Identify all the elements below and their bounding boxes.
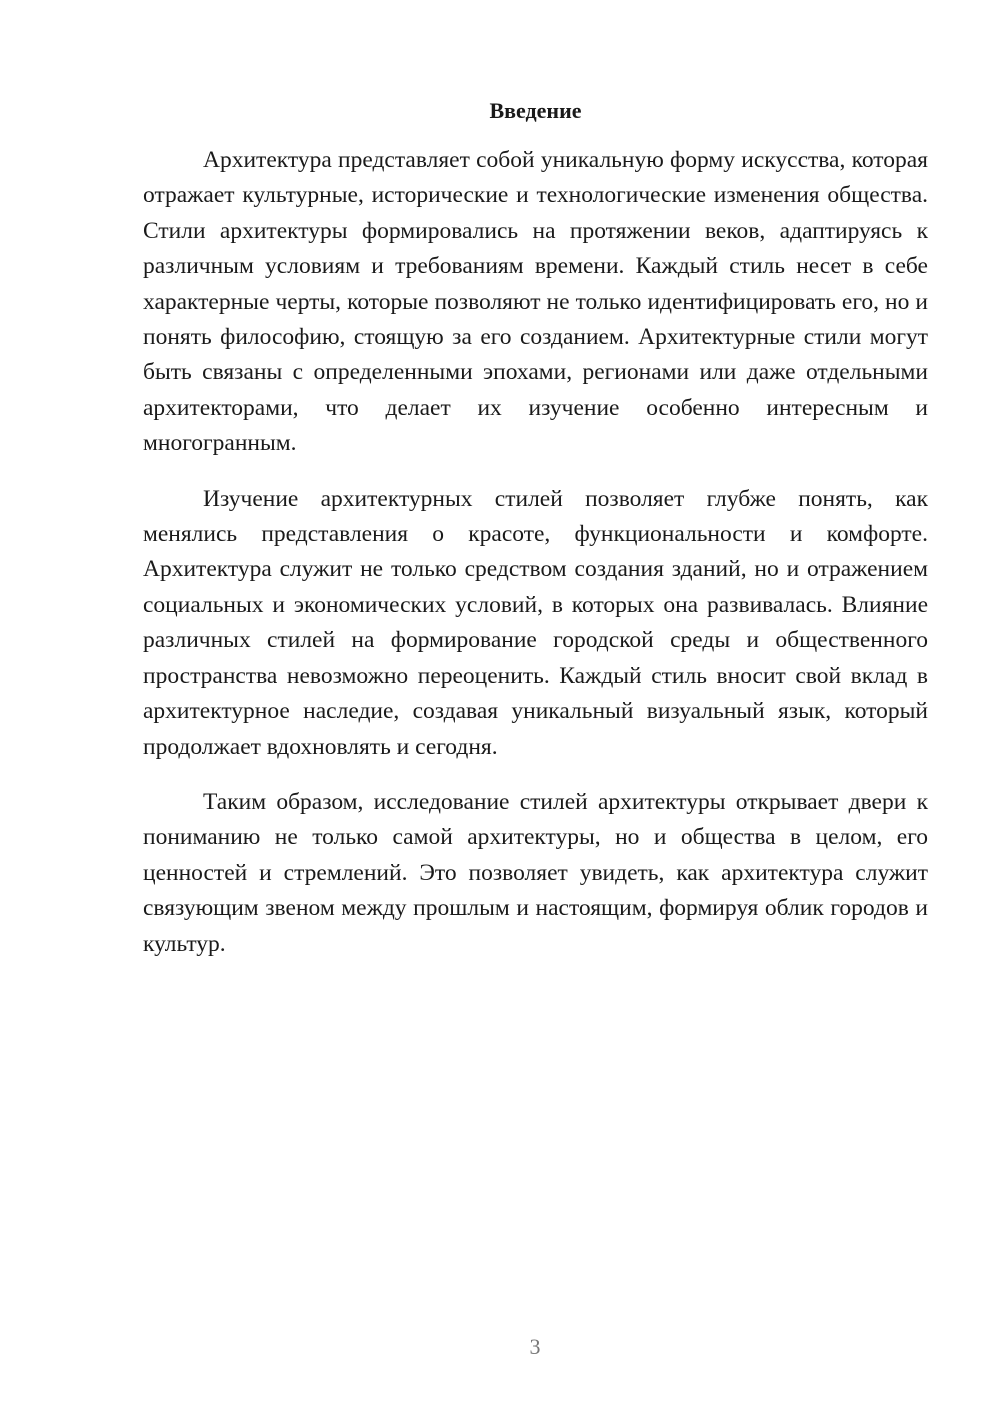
- page-number: 3: [529, 1334, 541, 1359]
- page-heading: Введение: [489, 98, 582, 123]
- body-text: [143, 143, 928, 982]
- paragraph-1: Архитектура представляет собой уникальную форму искусства, которая отражает культурные, исторические и технологические изменения общества. Стили архитектуры формировались на протяжении веков, адаптируясь к различным условиям и требованиям времени. Каждый стиль несет в себе характерные черты, которые позволяют не только идентифицировать его, но и понять философию, стоящую за его созданием. Архитектурные стили могут быть связаны с определенными эпохами, регионами или даже отдельными архитекторами, что делает их изучение особенно интересным и многогранным.: [143, 147, 928, 457]
- paragraph-2: Изучение архитектурных стилей позволяет глубже понять, как менялись представления о красоте, функциональности и комфорте. Архитектура служит не только средством создания зданий, но и отражением социальных и экономических условий, в которых она развивалась. Влияние различных стилей на формирование городской среды и общественного пространства невозможно переоценить. Каждый стиль вносит свой вклад в архитектурное наследие, создавая уникальный визуальный язык, который продолжает вдохновлять и сегодня.: [143, 485, 928, 760]
- paragraph-3: Таким образом, исследование стилей архитектуры открывает двери к пониманию не только самой архитектуры, но и общества в целом, его ценностей и стремлений. Это позволяет увидеть, как архитектура служит связующим звеном между прошлым и настоящим, формируя облик городов и культур.: [143, 788, 928, 957]
